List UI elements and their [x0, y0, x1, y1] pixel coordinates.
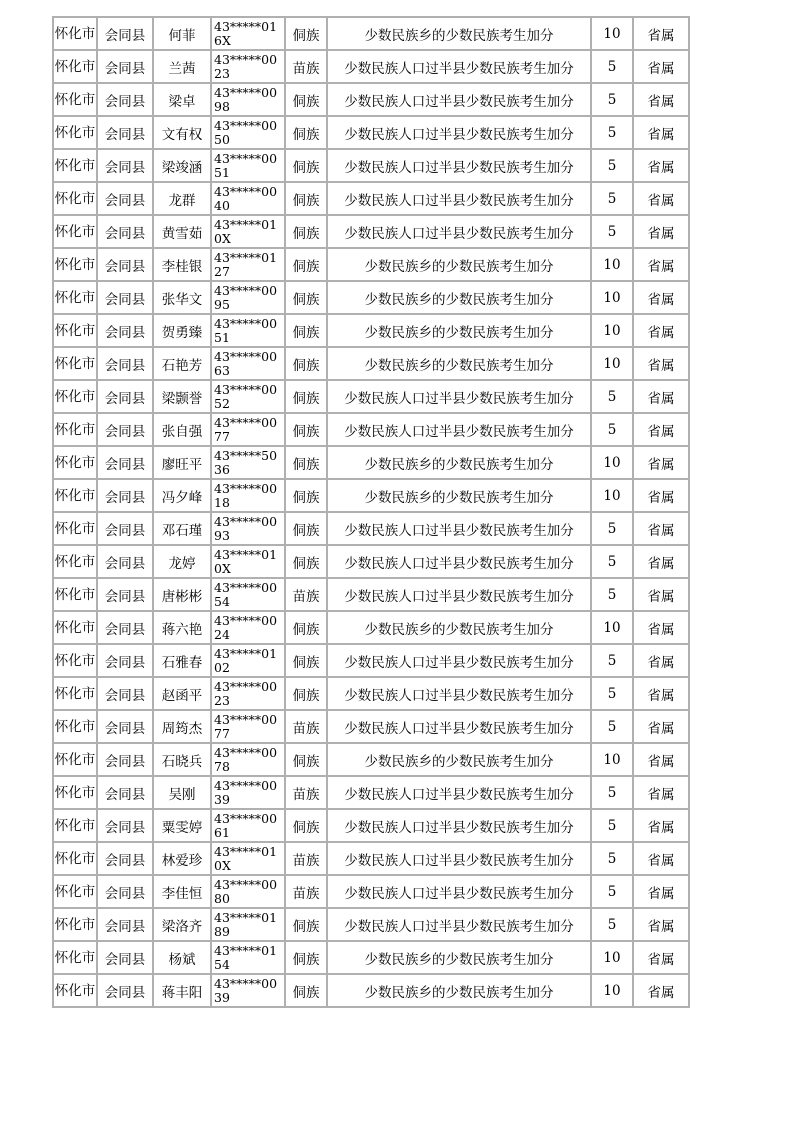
- county-cell: 会同县: [97, 677, 153, 710]
- bonus-points-cell: 5: [591, 842, 633, 875]
- bonus-points-cell: 10: [591, 281, 633, 314]
- id-number-cell: 43*****0080: [211, 875, 285, 908]
- id-number-cell: 43*****010X: [211, 842, 285, 875]
- bonus-points-cell: 10: [591, 974, 633, 1007]
- id-number-cell: 43*****0078: [211, 743, 285, 776]
- city-cell: 怀化市: [53, 17, 97, 50]
- city-cell: 怀化市: [53, 512, 97, 545]
- city-cell: 怀化市: [53, 479, 97, 512]
- id-number-cell: 43*****5036: [211, 446, 285, 479]
- level-cell: 省属: [633, 743, 689, 776]
- table-row: [53, 875, 689, 908]
- id-number-cell: 43*****0054: [211, 578, 285, 611]
- level-cell: 省属: [633, 677, 689, 710]
- city-cell: 怀化市: [53, 413, 97, 446]
- table-row: [53, 314, 689, 347]
- table-row: [53, 842, 689, 875]
- level-cell: 省属: [633, 875, 689, 908]
- level-cell: 省属: [633, 182, 689, 215]
- table-row: [53, 677, 689, 710]
- bonus-points-cell: 5: [591, 776, 633, 809]
- bonus-points-cell: 5: [591, 116, 633, 149]
- county-cell: 会同县: [97, 215, 153, 248]
- name-cell: 贺勇臻: [153, 314, 211, 347]
- bonus-reason-cell: 少数民族人口过半县少数民族考生加分: [327, 875, 591, 908]
- level-cell: 省属: [633, 611, 689, 644]
- bonus-reason-cell: 少数民族人口过半县少数民族考生加分: [327, 149, 591, 182]
- city-cell: 怀化市: [53, 611, 97, 644]
- table-row: [53, 149, 689, 182]
- table-row: [53, 17, 689, 50]
- bonus-reason-cell: 少数民族人口过半县少数民族考生加分: [327, 809, 591, 842]
- table-row: [53, 380, 689, 413]
- level-cell: 省属: [633, 281, 689, 314]
- id-number-cell: 43*****0023: [211, 677, 285, 710]
- table-row: [53, 50, 689, 83]
- ethnicity-cell: 侗族: [285, 347, 327, 380]
- table-row: [53, 446, 689, 479]
- city-cell: 怀化市: [53, 314, 97, 347]
- county-cell: 会同县: [97, 545, 153, 578]
- id-number-cell: 43*****0050: [211, 116, 285, 149]
- id-number-cell: 43*****0077: [211, 710, 285, 743]
- county-cell: 会同县: [97, 83, 153, 116]
- ethnicity-cell: 侗族: [285, 314, 327, 347]
- county-cell: 会同县: [97, 776, 153, 809]
- ethnicity-cell: 苗族: [285, 776, 327, 809]
- name-cell: 梁卓: [153, 83, 211, 116]
- bonus-reason-cell: 少数民族乡的少数民族考生加分: [327, 248, 591, 281]
- id-number-cell: 43*****0095: [211, 281, 285, 314]
- city-cell: 怀化市: [53, 974, 97, 1007]
- city-cell: 怀化市: [53, 875, 97, 908]
- bonus-points-cell: 10: [591, 941, 633, 974]
- city-cell: 怀化市: [53, 149, 97, 182]
- bonus-reason-cell: 少数民族人口过半县少数民族考生加分: [327, 908, 591, 941]
- ethnicity-cell: 侗族: [285, 677, 327, 710]
- id-number-cell: 43*****0018: [211, 479, 285, 512]
- table-row: [53, 545, 689, 578]
- bonus-reason-cell: 少数民族人口过半县少数民族考生加分: [327, 413, 591, 446]
- ethnicity-cell: 侗族: [285, 446, 327, 479]
- table-row: [53, 182, 689, 215]
- bonus-points-cell: 5: [591, 578, 633, 611]
- level-cell: 省属: [633, 248, 689, 281]
- level-cell: 省属: [633, 710, 689, 743]
- level-cell: 省属: [633, 413, 689, 446]
- city-cell: 怀化市: [53, 908, 97, 941]
- bonus-reason-cell: 少数民族乡的少数民族考生加分: [327, 611, 591, 644]
- county-cell: 会同县: [97, 50, 153, 83]
- county-cell: 会同县: [97, 743, 153, 776]
- ethnicity-cell: 侗族: [285, 182, 327, 215]
- level-cell: 省属: [633, 776, 689, 809]
- ethnicity-cell: 侗族: [285, 215, 327, 248]
- bonus-reason-cell: 少数民族乡的少数民族考生加分: [327, 281, 591, 314]
- city-cell: 怀化市: [53, 743, 97, 776]
- id-number-cell: 43*****0127: [211, 248, 285, 281]
- bonus-reason-cell: 少数民族乡的少数民族考生加分: [327, 347, 591, 380]
- bonus-points-cell: 5: [591, 215, 633, 248]
- city-cell: 怀化市: [53, 776, 97, 809]
- bonus-points-cell: 10: [591, 479, 633, 512]
- level-cell: 省属: [633, 644, 689, 677]
- id-number-cell: 43*****0023: [211, 50, 285, 83]
- table-row: [53, 611, 689, 644]
- id-number-cell: 43*****0040: [211, 182, 285, 215]
- bonus-reason-cell: 少数民族人口过半县少数民族考生加分: [327, 776, 591, 809]
- id-number-cell: 43*****0052: [211, 380, 285, 413]
- city-cell: 怀化市: [53, 182, 97, 215]
- city-cell: 怀化市: [53, 842, 97, 875]
- id-number-cell: 43*****0051: [211, 314, 285, 347]
- table-row: [53, 83, 689, 116]
- table-row: [53, 974, 689, 1007]
- table-row: [53, 776, 689, 809]
- table-row: [53, 809, 689, 842]
- city-cell: 怀化市: [53, 380, 97, 413]
- id-number-cell: 43*****0024: [211, 611, 285, 644]
- ethnicity-cell: 侗族: [285, 83, 327, 116]
- county-cell: 会同县: [97, 314, 153, 347]
- bonus-reason-cell: 少数民族人口过半县少数民族考生加分: [327, 644, 591, 677]
- city-cell: 怀化市: [53, 248, 97, 281]
- bonus-reason-cell: 少数民族人口过半县少数民族考生加分: [327, 545, 591, 578]
- bonus-points-cell: 5: [591, 809, 633, 842]
- table-body: [53, 17, 689, 1007]
- city-cell: 怀化市: [53, 347, 97, 380]
- table-row: [53, 413, 689, 446]
- bonus-points-cell: 5: [591, 545, 633, 578]
- ethnicity-cell: 侗族: [285, 512, 327, 545]
- ethnicity-cell: 侗族: [285, 17, 327, 50]
- name-cell: 廖旺平: [153, 446, 211, 479]
- ethnicity-cell: 侗族: [285, 149, 327, 182]
- name-cell: 龙群: [153, 182, 211, 215]
- level-cell: 省属: [633, 215, 689, 248]
- id-number-cell: 43*****0061: [211, 809, 285, 842]
- county-cell: 会同县: [97, 875, 153, 908]
- name-cell: 石晓兵: [153, 743, 211, 776]
- ethnicity-cell: 侗族: [285, 413, 327, 446]
- table-row: [53, 743, 689, 776]
- id-number-cell: 43*****0063: [211, 347, 285, 380]
- bonus-reason-cell: 少数民族人口过半县少数民族考生加分: [327, 215, 591, 248]
- bonus-reason-cell: 少数民族人口过半县少数民族考生加分: [327, 83, 591, 116]
- name-cell: 龙婷: [153, 545, 211, 578]
- name-cell: 粟雯婷: [153, 809, 211, 842]
- level-cell: 省属: [633, 842, 689, 875]
- bonus-points-cell: 5: [591, 50, 633, 83]
- bonus-points-cell: 5: [591, 380, 633, 413]
- table-row: [53, 347, 689, 380]
- level-cell: 省属: [633, 314, 689, 347]
- bonus-points-cell: 5: [591, 908, 633, 941]
- name-cell: 赵函平: [153, 677, 211, 710]
- bonus-reason-cell: 少数民族人口过半县少数民族考生加分: [327, 512, 591, 545]
- bonus-points-cell: 5: [591, 149, 633, 182]
- name-cell: 梁颢誉: [153, 380, 211, 413]
- table-row: [53, 248, 689, 281]
- name-cell: 李桂银: [153, 248, 211, 281]
- ethnicity-cell: 侗族: [285, 974, 327, 1007]
- county-cell: 会同县: [97, 479, 153, 512]
- bonus-points-cell: 10: [591, 446, 633, 479]
- county-cell: 会同县: [97, 17, 153, 50]
- ethnicity-cell: 侗族: [285, 248, 327, 281]
- bonus-points-cell: 10: [591, 314, 633, 347]
- city-cell: 怀化市: [53, 50, 97, 83]
- name-cell: 石艳芳: [153, 347, 211, 380]
- table-row: [53, 578, 689, 611]
- bonus-points-cell: 5: [591, 83, 633, 116]
- level-cell: 省属: [633, 941, 689, 974]
- county-cell: 会同县: [97, 347, 153, 380]
- table-row: [53, 710, 689, 743]
- ethnicity-cell: 苗族: [285, 842, 327, 875]
- id-number-cell: 43*****010X: [211, 545, 285, 578]
- level-cell: 省属: [633, 116, 689, 149]
- level-cell: 省属: [633, 446, 689, 479]
- city-cell: 怀化市: [53, 677, 97, 710]
- bonus-points-cell: 5: [591, 644, 633, 677]
- name-cell: 蒋六艳: [153, 611, 211, 644]
- table-row: [53, 512, 689, 545]
- bonus-reason-cell: 少数民族人口过半县少数民族考生加分: [327, 578, 591, 611]
- ethnicity-cell: 侗族: [285, 116, 327, 149]
- bonus-reason-cell: 少数民族乡的少数民族考生加分: [327, 941, 591, 974]
- bonus-reason-cell: 少数民族乡的少数民族考生加分: [327, 479, 591, 512]
- bonus-reason-cell: 少数民族乡的少数民族考生加分: [327, 17, 591, 50]
- level-cell: 省属: [633, 149, 689, 182]
- ethnicity-cell: 侗族: [285, 644, 327, 677]
- bonus-reason-cell: 少数民族乡的少数民族考生加分: [327, 743, 591, 776]
- bonus-points-cell: 5: [591, 512, 633, 545]
- id-number-cell: 43*****0051: [211, 149, 285, 182]
- county-cell: 会同县: [97, 413, 153, 446]
- bonus-points-cell: 10: [591, 248, 633, 281]
- city-cell: 怀化市: [53, 83, 97, 116]
- table-row: [53, 908, 689, 941]
- bonus-reason-cell: 少数民族人口过半县少数民族考生加分: [327, 677, 591, 710]
- bonus-reason-cell: 少数民族人口过半县少数民族考生加分: [327, 380, 591, 413]
- id-number-cell: 43*****010X: [211, 215, 285, 248]
- name-cell: 何菲: [153, 17, 211, 50]
- county-cell: 会同县: [97, 182, 153, 215]
- level-cell: 省属: [633, 17, 689, 50]
- name-cell: 文有权: [153, 116, 211, 149]
- bonus-points-cell: 10: [591, 611, 633, 644]
- county-cell: 会同县: [97, 809, 153, 842]
- name-cell: 张自强: [153, 413, 211, 446]
- level-cell: 省属: [633, 809, 689, 842]
- city-cell: 怀化市: [53, 710, 97, 743]
- bonus-reason-cell: 少数民族人口过半县少数民族考生加分: [327, 182, 591, 215]
- name-cell: 石雅春: [153, 644, 211, 677]
- county-cell: 会同县: [97, 446, 153, 479]
- county-cell: 会同县: [97, 116, 153, 149]
- bonus-reason-cell: 少数民族乡的少数民族考生加分: [327, 974, 591, 1007]
- id-number-cell: 43*****016X: [211, 17, 285, 50]
- table-row: [53, 281, 689, 314]
- bonus-reason-cell: 少数民族人口过半县少数民族考生加分: [327, 116, 591, 149]
- city-cell: 怀化市: [53, 644, 97, 677]
- ethnicity-cell: 苗族: [285, 875, 327, 908]
- level-cell: 省属: [633, 83, 689, 116]
- county-cell: 会同县: [97, 149, 153, 182]
- ethnicity-cell: 侗族: [285, 941, 327, 974]
- city-cell: 怀化市: [53, 446, 97, 479]
- level-cell: 省属: [633, 545, 689, 578]
- county-cell: 会同县: [97, 710, 153, 743]
- bonus-reason-cell: 少数民族人口过半县少数民族考生加分: [327, 50, 591, 83]
- name-cell: 兰茜: [153, 50, 211, 83]
- name-cell: 周筠杰: [153, 710, 211, 743]
- county-cell: 会同县: [97, 941, 153, 974]
- name-cell: 唐彬彬: [153, 578, 211, 611]
- level-cell: 省属: [633, 578, 689, 611]
- county-cell: 会同县: [97, 644, 153, 677]
- ethnicity-cell: 侗族: [285, 281, 327, 314]
- table-row: [53, 644, 689, 677]
- name-cell: 邓石瑾: [153, 512, 211, 545]
- bonus-reason-cell: 少数民族人口过半县少数民族考生加分: [327, 710, 591, 743]
- name-cell: 梁洛齐: [153, 908, 211, 941]
- name-cell: 蒋丰阳: [153, 974, 211, 1007]
- name-cell: 张华文: [153, 281, 211, 314]
- ethnicity-cell: 苗族: [285, 50, 327, 83]
- bonus-points-cell: 5: [591, 413, 633, 446]
- county-cell: 会同县: [97, 578, 153, 611]
- ethnicity-cell: 苗族: [285, 578, 327, 611]
- county-cell: 会同县: [97, 908, 153, 941]
- county-cell: 会同县: [97, 281, 153, 314]
- name-cell: 梁竣涵: [153, 149, 211, 182]
- table-row: [53, 479, 689, 512]
- county-cell: 会同县: [97, 974, 153, 1007]
- id-number-cell: 43*****0039: [211, 974, 285, 1007]
- ethnicity-cell: 侗族: [285, 479, 327, 512]
- bonus-points-cell: 10: [591, 743, 633, 776]
- bonus-points-table: [52, 16, 690, 1008]
- ethnicity-cell: 侗族: [285, 611, 327, 644]
- bonus-reason-cell: 少数民族乡的少数民族考生加分: [327, 314, 591, 347]
- county-cell: 会同县: [97, 248, 153, 281]
- bonus-reason-cell: 少数民族人口过半县少数民族考生加分: [327, 842, 591, 875]
- bonus-points-cell: 5: [591, 182, 633, 215]
- id-number-cell: 43*****0154: [211, 941, 285, 974]
- table-row: [53, 215, 689, 248]
- city-cell: 怀化市: [53, 215, 97, 248]
- county-cell: 会同县: [97, 512, 153, 545]
- name-cell: 吴刚: [153, 776, 211, 809]
- level-cell: 省属: [633, 380, 689, 413]
- level-cell: 省属: [633, 50, 689, 83]
- id-number-cell: 43*****0189: [211, 908, 285, 941]
- bonus-points-cell: 10: [591, 347, 633, 380]
- level-cell: 省属: [633, 479, 689, 512]
- table-row: [53, 941, 689, 974]
- bonus-points-cell: 5: [591, 875, 633, 908]
- level-cell: 省属: [633, 908, 689, 941]
- id-number-cell: 43*****0039: [211, 776, 285, 809]
- city-cell: 怀化市: [53, 941, 97, 974]
- city-cell: 怀化市: [53, 545, 97, 578]
- name-cell: 黄雪茹: [153, 215, 211, 248]
- city-cell: 怀化市: [53, 578, 97, 611]
- city-cell: 怀化市: [53, 809, 97, 842]
- level-cell: 省属: [633, 512, 689, 545]
- county-cell: 会同县: [97, 380, 153, 413]
- county-cell: 会同县: [97, 842, 153, 875]
- county-cell: 会同县: [97, 611, 153, 644]
- ethnicity-cell: 侗族: [285, 380, 327, 413]
- id-number-cell: 43*****0098: [211, 83, 285, 116]
- id-number-cell: 43*****0093: [211, 512, 285, 545]
- ethnicity-cell: 侗族: [285, 809, 327, 842]
- level-cell: 省属: [633, 347, 689, 380]
- name-cell: 冯夕峰: [153, 479, 211, 512]
- ethnicity-cell: 侗族: [285, 908, 327, 941]
- name-cell: 林爱珍: [153, 842, 211, 875]
- bonus-points-cell: 10: [591, 17, 633, 50]
- ethnicity-cell: 侗族: [285, 545, 327, 578]
- ethnicity-cell: 苗族: [285, 710, 327, 743]
- name-cell: 李佳恒: [153, 875, 211, 908]
- bonus-points-cell: 5: [591, 677, 633, 710]
- table-row: [53, 116, 689, 149]
- id-number-cell: 43*****0077: [211, 413, 285, 446]
- bonus-reason-cell: 少数民族乡的少数民族考生加分: [327, 446, 591, 479]
- city-cell: 怀化市: [53, 281, 97, 314]
- ethnicity-cell: 侗族: [285, 743, 327, 776]
- city-cell: 怀化市: [53, 116, 97, 149]
- name-cell: 杨斌: [153, 941, 211, 974]
- id-number-cell: 43*****0102: [211, 644, 285, 677]
- level-cell: 省属: [633, 974, 689, 1007]
- bonus-points-cell: 5: [591, 710, 633, 743]
